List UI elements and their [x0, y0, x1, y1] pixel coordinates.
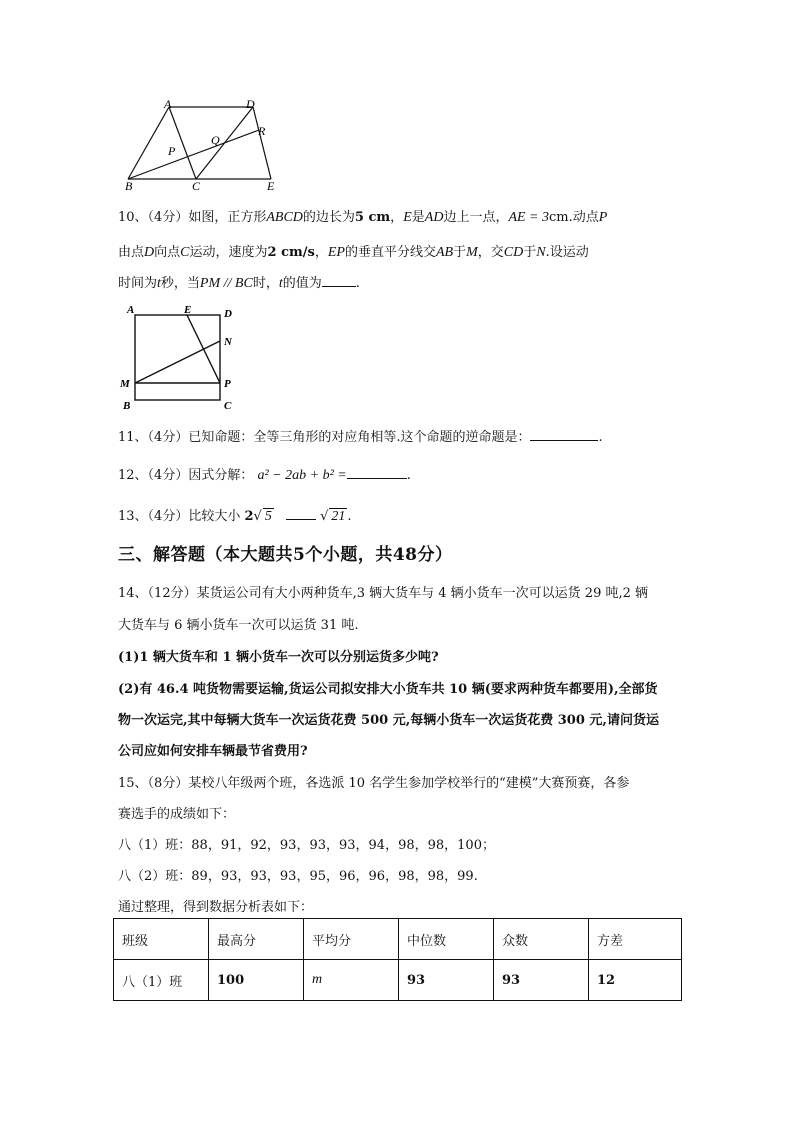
q12-line [118, 464, 411, 484]
q15-class-1-scores: 八（1）班：88，91，92，93，93，93，94，98，98，100； [118, 838, 495, 853]
q10-text: ， [314, 245, 328, 260]
q10-text: cm.动点 [549, 210, 599, 225]
section-heading: 三、解答题（本大题共5个小题，共48分） [118, 545, 453, 565]
q10-text: 秒，当 [160, 276, 200, 291]
label-p: P [168, 144, 176, 158]
q14-part-2-line-3: 公司应如何安排车辆最节省费用? [118, 744, 308, 759]
label-a: A [127, 304, 135, 316]
q14-line-1 [118, 582, 648, 601]
q10-text: 时间为 [118, 276, 158, 291]
q13-number: 13、 [118, 509, 148, 524]
table-cell: 93 [399, 960, 494, 1001]
q10-math-abcd: ABCD [266, 210, 303, 225]
q13-coefficient: 2 [244, 509, 254, 524]
q10-text: . [355, 276, 360, 291]
q14-part-1: (1)1 辆大货车和 1 辆小货车一次可以分别运货多少吨? [118, 650, 439, 665]
table-header-cell: 众数 [494, 919, 589, 960]
q10-text: .设运动 [545, 245, 589, 260]
sqrt-icon: √ [253, 509, 262, 524]
q15-text: 某校八年级两个班，各选派 10 名学生参加学校举行的“建模”大赛预赛，各参 [188, 776, 630, 791]
q12-end: . [406, 468, 411, 483]
table-cell: 12 [589, 960, 682, 1001]
label-q: Q [211, 133, 220, 147]
q10-text: 是 [411, 210, 425, 225]
q13-answer-blank[interactable] [286, 505, 316, 520]
label-a: A [164, 98, 172, 111]
q12-answer-blank[interactable] [347, 464, 407, 479]
q10-line-1 [118, 206, 607, 226]
label-b: B [125, 179, 133, 193]
table-header-cell: 班级 [114, 919, 209, 960]
q11-end: . [598, 430, 603, 445]
q10-math-m: M [466, 245, 478, 260]
table-cell: 八（1）班 [114, 960, 209, 1001]
q14-part-2-line-2: 物一次运完,其中每辆大货车一次运货花费 500 元,每辆小货车一次运货花费 300 元,请问货运 [118, 713, 659, 728]
q14-text: 某货运公司有大小两种货车,3 辆大货车与 4 辆小货车一次可以运货 29 吨,2 辆 [196, 586, 649, 601]
q10-text: 的边长为 [302, 210, 355, 225]
q10-text: ， [390, 210, 404, 225]
label-d: D [224, 308, 232, 320]
square-figure [117, 300, 242, 414]
table-cell: m [304, 960, 399, 1001]
segment-ac [169, 107, 196, 179]
q10-math-d: D [144, 245, 155, 260]
q10-math-cd: CD [503, 245, 524, 260]
q10-text: 于 [453, 245, 467, 260]
q10-math-c: C [180, 245, 190, 260]
q15-line-1 [118, 772, 629, 791]
table-header-row [114, 919, 682, 960]
q10-text: 如图，正方形 [188, 210, 267, 225]
q10-text: 运动，速度为 [189, 245, 268, 260]
sqrt-icon: √ [320, 509, 329, 524]
q10-number: 10、 [118, 210, 148, 225]
q15-table-intro: 通过整理，得到数据分析表如下： [118, 900, 314, 915]
table-row [114, 960, 682, 1001]
label-p: P [224, 378, 231, 390]
q10-text: 时， [252, 276, 279, 291]
label-c: C [192, 179, 201, 193]
q11-line [118, 426, 603, 445]
label-r: R [258, 124, 266, 138]
table-header-cell: 中位数 [399, 919, 494, 960]
label-c: C [224, 400, 232, 412]
q10-line-2 [118, 241, 589, 261]
q10-text: 于 [523, 245, 537, 260]
q13-radicand-1: 5 [264, 509, 272, 524]
q15-number: 15、 [118, 776, 148, 791]
q14-number: 14、 [118, 586, 148, 601]
table-cell: 93 [494, 960, 589, 1001]
segment-mn [135, 341, 220, 383]
q13-line [118, 505, 352, 525]
label-e: E [184, 304, 192, 316]
q10-side-length: 5 cm [354, 210, 391, 225]
q10-math-ae: AE = 3 [508, 210, 550, 225]
q14-line-2: 大货车与 6 辆小货车一次可以运货 31 吨. [118, 618, 359, 633]
parallelogram-figure [120, 98, 280, 194]
table-header-cell: 最高分 [209, 919, 304, 960]
q10-math-condition: PM // BC [199, 276, 253, 291]
q11-text: 已知命题：全等三角形的对应角相等.这个命题的逆命题是： [188, 430, 531, 445]
label-d: D [246, 98, 255, 111]
q10-math-ad: AD [424, 210, 444, 225]
q10-text: 由点 [118, 245, 145, 260]
q14-part-2-line-1: (2)有 46.4 吨货物需要运输,货运公司拟安排大小货车共 10 辆(要求两种货车都要用),全部货 [118, 682, 658, 697]
q12-number: 12、 [118, 468, 148, 483]
segment-ab [128, 107, 169, 179]
q10-math-ab: AB [435, 245, 454, 260]
q13-end: . [347, 509, 352, 524]
table-cell: 100 [209, 960, 304, 1001]
label-e: E [267, 179, 275, 193]
q10-math-p: P [598, 210, 608, 225]
q15-line-2: 赛选手的成绩如下： [118, 807, 236, 822]
q10-speed: 2 cm/s [267, 245, 315, 260]
label-m: M [120, 378, 130, 390]
q10-text: 的值为 [282, 276, 322, 291]
q10-math-ep: EP [327, 245, 345, 260]
q14-score: （12分） [147, 586, 197, 601]
q10-math-n: N [536, 245, 546, 260]
q10-line-3 [118, 272, 360, 292]
q10-text: 边上一点， [443, 210, 509, 225]
q10-math-t: t [278, 276, 283, 291]
q10-text: 向点 [154, 245, 181, 260]
label-b: B [123, 400, 131, 412]
q15-class-2-scores: 八（2）班：89，93，93，93，95，96，96，98，98，99. [118, 869, 478, 884]
q12-score: （4分） [147, 468, 189, 483]
q10-math-t: t [157, 276, 161, 291]
q11-number: 11、 [118, 430, 148, 445]
q13-radicand-2: 21 [331, 509, 346, 524]
q10-text: ，交 [477, 245, 504, 260]
table-header-cell: 平均分 [304, 919, 399, 960]
label-n: N [224, 336, 232, 348]
q10-score: （4分） [147, 210, 189, 225]
table-header-cell: 方差 [589, 919, 682, 960]
q12-text: 因式分解： [188, 468, 254, 483]
q10-math-e: E [403, 210, 412, 225]
q15-score: （8分） [147, 776, 189, 791]
q11-answer-blank[interactable] [530, 426, 598, 441]
q10-answer-blank[interactable] [322, 272, 356, 287]
q11-score: （4分） [147, 430, 189, 445]
segment-de [253, 107, 271, 179]
q12-expression: a² − 2ab + b² = [257, 468, 347, 483]
data-analysis-table [113, 918, 682, 1001]
q10-text: 的垂直平分线交 [344, 245, 436, 260]
q13-text: 比较大小 [188, 509, 241, 524]
q13-score: （4分） [147, 509, 189, 524]
